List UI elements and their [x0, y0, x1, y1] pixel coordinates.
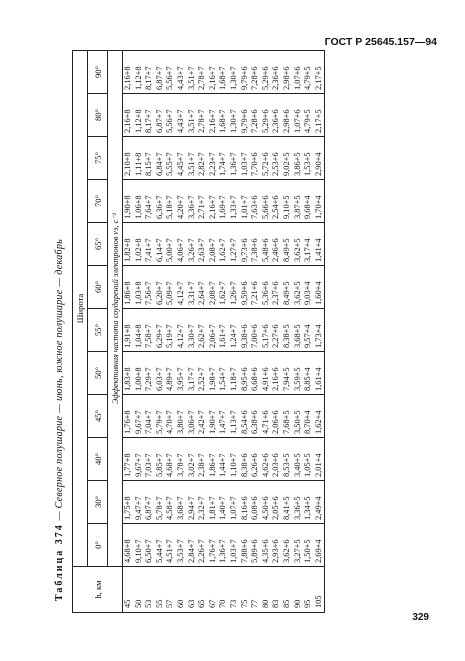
value-cell: 1,62+7 [218, 223, 229, 266]
value-cell: 2,71+7 [197, 180, 208, 223]
value-cell: 3,78+7 [176, 438, 187, 481]
altitude-cell: 80 [261, 567, 272, 613]
value-cell: 2,06+7 [208, 309, 219, 352]
value-cell: 1,03+8 [134, 266, 145, 309]
altitude-cell: 67 [208, 567, 219, 613]
altitude-cell: 75 [240, 567, 251, 613]
value-cell: 2,78+7 [197, 94, 208, 137]
value-cell: 2,17+5 [314, 94, 325, 137]
value-cell: 6,08+6 [250, 481, 261, 524]
value-cell: 1,70+4 [314, 180, 325, 223]
value-cell: 9,02+5 [282, 137, 293, 180]
value-cell: 1,90+7 [208, 395, 219, 438]
table-row [187, 50, 198, 612]
value-cell: 1,86+7 [208, 438, 219, 481]
value-cell: 5,56+7 [165, 50, 176, 93]
value-cell: 2,16+6 [271, 352, 282, 395]
value-cell: 4,43+7 [176, 94, 187, 137]
value-cell: 9,59+6 [240, 266, 251, 309]
altitude-cell: 45 [123, 567, 134, 613]
value-cell: 4,45+7 [176, 137, 187, 180]
altitude-cell: 57 [165, 567, 176, 613]
value-cell: 2,38+7 [197, 438, 208, 481]
value-cell: 1,47+7 [218, 395, 229, 438]
value-cell: 8,54+6 [240, 395, 251, 438]
value-cell: 2,62+7 [197, 309, 208, 352]
value-cell: 3,86+5 [293, 137, 304, 180]
table-row [261, 50, 272, 612]
value-cell: 5,44+7 [155, 524, 166, 567]
value-cell: 7,63+6 [250, 180, 261, 223]
value-cell: 1,06+8 [134, 180, 145, 223]
value-cell: 3,95+7 [176, 352, 187, 395]
altitude-cell: 70 [218, 567, 229, 613]
value-cell: 7,38+6 [250, 223, 261, 266]
value-cell: 1,61+4 [314, 352, 325, 395]
altitude-cell: 63 [187, 567, 198, 613]
value-cell: 9,47+7 [134, 481, 145, 524]
value-cell: 1,02+8 [134, 223, 145, 266]
value-cell: 1,68+7 [218, 94, 229, 137]
value-cell: 7,64+7 [144, 180, 155, 223]
value-cell: 8,49+5 [282, 266, 293, 309]
altitude-cell: 50 [134, 567, 145, 613]
value-cell: 8,17+7 [144, 50, 155, 93]
altitude-cell: 55 [155, 567, 166, 613]
value-cell: 7,28+6 [250, 94, 261, 137]
value-cell: 2,52+7 [197, 352, 208, 395]
value-cell: 1,68+7 [218, 50, 229, 93]
value-cell: 9,67+7 [134, 395, 145, 438]
table-row [197, 50, 208, 612]
value-cell: 7,56+7 [144, 266, 155, 309]
table-row [271, 50, 282, 612]
value-cell: 7,04+7 [144, 395, 155, 438]
data-table [72, 50, 325, 613]
value-cell: 3,36+5 [293, 481, 304, 524]
altitude-cell: 90 [293, 567, 304, 613]
value-cell: 4,68+7 [165, 438, 176, 481]
value-cell: 1,73+4 [314, 309, 325, 352]
latitude-7: 65° [88, 223, 108, 266]
value-cell: 8,15+7 [144, 137, 155, 180]
table-row [123, 50, 134, 612]
table-row [250, 50, 261, 612]
value-cell: 4,51+7 [165, 524, 176, 567]
table-row [303, 50, 314, 612]
value-cell: 2,32+7 [197, 481, 208, 524]
value-cell: 4,68+8 [123, 524, 134, 567]
value-cell: 1,76+8 [123, 395, 134, 438]
value-cell: 3,80+7 [176, 395, 187, 438]
value-cell: 1,91+8 [123, 309, 134, 352]
table-row [229, 50, 240, 612]
value-cell: 1,00+8 [134, 352, 145, 395]
value-cell: 1,53+5 [303, 137, 314, 180]
value-cell: 9,38+6 [240, 309, 251, 352]
value-cell: 8,38+5 [282, 309, 293, 352]
latitude-2: 40° [88, 438, 108, 481]
value-cell: 1,54+7 [218, 352, 229, 395]
value-cell: 1,62+4 [314, 395, 325, 438]
value-cell: 1,26+7 [229, 266, 240, 309]
value-cell: 2,16+7 [208, 94, 219, 137]
value-cell: 2,16+8 [123, 94, 134, 137]
value-cell: 1,01+7 [240, 180, 251, 223]
value-cell: 7,70+6 [250, 137, 261, 180]
value-cell: 3,02+7 [187, 438, 198, 481]
value-cell: 3,06+7 [187, 395, 198, 438]
table-row [218, 50, 229, 612]
value-cell: 2,42+7 [197, 395, 208, 438]
altitude-cell: 83 [271, 567, 282, 613]
table-caption-text: Северное полушарие — июнь, южное полушарие — декабрь [54, 239, 65, 509]
value-cell: 1,36+7 [229, 137, 240, 180]
value-cell: 6,38+6 [250, 395, 261, 438]
value-cell: 8,95+6 [240, 352, 251, 395]
value-cell: 1,69+7 [218, 180, 229, 223]
value-cell: 4,20+7 [176, 180, 187, 223]
value-cell: 8,41+5 [282, 481, 293, 524]
value-cell: 1,76+7 [208, 524, 219, 567]
value-cell: 2,36+6 [271, 50, 282, 93]
table-row [240, 50, 251, 612]
value-cell: 7,94+5 [282, 352, 293, 395]
value-cell: 4,50+6 [261, 481, 272, 524]
value-cell: 1,77+8 [123, 438, 134, 481]
value-cell: 3,31+7 [187, 266, 198, 309]
value-cell: 5,19+7 [165, 309, 176, 352]
value-cell: 5,18+7 [165, 180, 176, 223]
value-cell: 4,35+6 [261, 524, 272, 567]
table-row [176, 50, 187, 612]
value-cell: 2,54+6 [271, 180, 282, 223]
value-cell: 1,24+7 [229, 309, 240, 352]
value-cell: 4,58+7 [165, 481, 176, 524]
value-cell: 2,26+7 [197, 524, 208, 567]
value-cell: 2,63+7 [197, 223, 208, 266]
value-cell: 1,81+7 [208, 481, 219, 524]
value-cell: 9,79+6 [240, 94, 251, 137]
altitude-cell: 105 [314, 567, 325, 613]
value-cell: 3,51+7 [187, 50, 198, 93]
value-cell: 2,08+7 [208, 223, 219, 266]
value-cell: 9,68+4 [303, 180, 314, 223]
value-cell: 1,18+7 [229, 352, 240, 395]
table-row [155, 50, 166, 612]
value-cell: 1,36+7 [218, 524, 229, 567]
value-cell: 6,84+7 [155, 137, 166, 180]
value-cell: 1,12+8 [134, 94, 145, 137]
value-cell: 2,82+7 [197, 137, 208, 180]
value-cell: 8,85+4 [303, 352, 314, 395]
value-cell: 3,40+5 [293, 438, 304, 481]
altitude-cell: 60 [176, 567, 187, 613]
value-cell: 1,30+7 [229, 50, 240, 93]
table-row [144, 50, 155, 612]
value-cell: 5,55+7 [165, 137, 176, 180]
value-cell: 1,60+4 [314, 266, 325, 309]
value-cell: 6,29+7 [155, 309, 166, 352]
value-cell: 5,79+7 [155, 395, 166, 438]
value-cell: 7,58+7 [144, 309, 155, 352]
latitude-10: 80° [88, 94, 108, 137]
altitude-cell: 65 [197, 567, 208, 613]
value-cell: 3,26+7 [187, 223, 198, 266]
value-cell: 3,62+6 [282, 524, 293, 567]
value-cell: 2,37+6 [271, 266, 282, 309]
value-cell: 1,12+8 [134, 50, 145, 93]
value-cell: 3,68+7 [176, 481, 187, 524]
value-cell: 3,68+5 [293, 309, 304, 352]
value-cell: 6,26+6 [250, 438, 261, 481]
value-cell: 1,74+7 [218, 137, 229, 180]
value-cell: 2,03+6 [271, 438, 282, 481]
value-cell: 2,46+6 [271, 223, 282, 266]
value-cell: 3,36+7 [187, 180, 198, 223]
value-cell: 9,67+7 [134, 438, 145, 481]
latitude-4: 50° [88, 352, 108, 395]
value-cell: 1,30+7 [229, 94, 240, 137]
value-cell: 2,16+7 [208, 180, 219, 223]
value-cell: 3,27+5 [293, 524, 304, 567]
gost-header: ГОСТ Р 25645.157—94 [324, 36, 437, 48]
value-cell: 1,11+8 [134, 137, 145, 180]
value-cell: 5,00+7 [165, 223, 176, 266]
value-cell: 6,03+7 [155, 352, 166, 395]
value-cell: 2,53+6 [271, 137, 282, 180]
value-cell: 1,62+7 [218, 266, 229, 309]
value-cell: 5,09+7 [165, 266, 176, 309]
latitude-1: 30° [88, 481, 108, 524]
value-cell: 9,03+4 [303, 266, 314, 309]
value-cell: 9,73+6 [240, 223, 251, 266]
value-cell: 1,90+8 [123, 180, 134, 223]
value-cell: 1,10+7 [229, 438, 240, 481]
value-cell: 2,94+7 [187, 481, 198, 524]
table-row [165, 50, 176, 612]
value-cell: 1,27+7 [229, 223, 240, 266]
value-cell: 5,85+7 [155, 438, 166, 481]
value-cell: 6,50+7 [144, 524, 155, 567]
value-cell: 1,86+8 [123, 266, 134, 309]
value-cell: 1,34+5 [303, 481, 314, 524]
value-cell: 7,03+7 [144, 438, 155, 481]
value-cell: 3,59+5 [293, 352, 304, 395]
value-cell: 2,16+8 [123, 50, 134, 93]
value-cell: 6,14+7 [155, 223, 166, 266]
value-cell: 1,83+8 [123, 352, 134, 395]
value-cell: 3,30+7 [187, 309, 198, 352]
value-cell: 4,79+5 [303, 50, 314, 93]
value-cell: 1,41+4 [314, 223, 325, 266]
value-cell: 6,87+7 [155, 50, 166, 93]
value-cell: 2,69+4 [314, 524, 325, 567]
value-cell: 8,16+6 [240, 481, 251, 524]
value-cell: 8,17+7 [144, 94, 155, 137]
value-cell: 4,70+7 [165, 395, 176, 438]
value-cell: 4,91+6 [261, 352, 272, 395]
latitude-header: Широта [73, 50, 88, 566]
latitude-9: 75° [88, 137, 108, 180]
value-cell: 6,87+7 [155, 94, 166, 137]
value-cell: 1,82+8 [123, 223, 134, 266]
table-row [293, 50, 304, 612]
value-cell: 7,41+7 [144, 223, 155, 266]
value-cell: 3,87+5 [293, 180, 304, 223]
latitude-6: 60° [88, 266, 108, 309]
altitude-cell: 77 [250, 567, 261, 613]
value-cell: 2,90+4 [314, 137, 325, 180]
subheader: Эффективная частота соударений электронов νэ, с⁻¹ [108, 50, 123, 566]
value-cell: 5,36+6 [261, 266, 272, 309]
value-cell: 2,98+6 [282, 50, 293, 93]
value-cell: 7,28+6 [250, 50, 261, 93]
value-cell: 3,62+5 [293, 266, 304, 309]
h-column-header: h, км [73, 567, 123, 613]
latitude-5: 55° [88, 309, 108, 352]
value-cell: 3,17+4 [303, 223, 314, 266]
value-cell: 6,68+6 [250, 352, 261, 395]
value-cell: 5,78+7 [155, 481, 166, 524]
table-caption: Таблица 374 — Северное полушарие — июнь, южное полушарие — декабрь [54, 239, 65, 601]
value-cell: 5,56+7 [165, 94, 176, 137]
value-cell: 1,98+7 [208, 352, 219, 395]
value-cell: 1,44+7 [218, 438, 229, 481]
value-cell: 2,08+7 [208, 266, 219, 309]
value-cell: 3,17+7 [187, 352, 198, 395]
value-cell: 4,89+7 [165, 352, 176, 395]
value-cell: 2,93+6 [271, 524, 282, 567]
altitude-cell: 95 [303, 567, 314, 613]
value-cell: 1,04+8 [134, 309, 145, 352]
value-cell: 1,07+6 [293, 50, 304, 93]
value-cell: 9,10+7 [134, 524, 145, 567]
value-cell: 5,29+6 [261, 94, 272, 137]
value-cell: 2,64+7 [197, 266, 208, 309]
value-cell: 1,13+7 [229, 395, 240, 438]
value-cell: 3,50+5 [293, 395, 304, 438]
value-cell: 2,06+6 [271, 395, 282, 438]
value-cell: 5,66+6 [261, 180, 272, 223]
value-cell: 7,29+7 [144, 352, 155, 395]
page-number: 329 [412, 612, 429, 623]
value-cell: 4,12+7 [176, 309, 187, 352]
value-cell: 1,03+7 [240, 137, 251, 180]
value-cell: 2,17+5 [314, 50, 325, 93]
value-cell: 9,79+6 [240, 50, 251, 93]
table-body [123, 50, 325, 612]
value-cell: 7,88+6 [240, 524, 251, 567]
value-cell: 2,01+4 [314, 438, 325, 481]
value-cell: 2,36+6 [271, 94, 282, 137]
value-cell: 4,06+7 [176, 223, 187, 266]
value-cell: 2,98+6 [282, 94, 293, 137]
value-cell: 7,21+6 [250, 266, 261, 309]
latitude-8: 70° [88, 180, 108, 223]
table-row [314, 50, 325, 612]
value-cell: 8,38+6 [240, 438, 251, 481]
value-cell: 5,72+6 [261, 137, 272, 180]
value-cell: 1,05+5 [303, 438, 314, 481]
value-cell: 3,51+7 [187, 94, 198, 137]
altitude-cell: 85 [282, 567, 293, 613]
value-cell: 3,62+5 [293, 223, 304, 266]
value-cell: 2,84+7 [187, 524, 198, 567]
value-cell: 3,51+7 [187, 137, 198, 180]
value-cell: 1,50+5 [303, 524, 314, 567]
value-cell: 6,20+7 [155, 266, 166, 309]
value-cell: 2,16+7 [208, 50, 219, 93]
value-cell: 1,61+7 [218, 309, 229, 352]
value-cell: 1,33+7 [229, 180, 240, 223]
value-cell: 5,17+6 [261, 309, 272, 352]
value-cell: 2,23+7 [208, 137, 219, 180]
value-cell: 8,70+4 [303, 395, 314, 438]
latitude-3: 45° [88, 395, 108, 438]
value-cell: 3,53+7 [176, 524, 187, 567]
value-cell: 1,40+7 [218, 481, 229, 524]
value-cell: 1,03+7 [229, 524, 240, 567]
value-cell: 5,89+6 [250, 524, 261, 567]
value-cell: 6,36+7 [155, 180, 166, 223]
table-caption-label: Таблица 374 [54, 523, 65, 601]
value-cell: 2,49+4 [314, 481, 325, 524]
value-cell: 1,75+8 [123, 481, 134, 524]
value-cell: 2,05+6 [271, 481, 282, 524]
value-cell: 1,07+6 [293, 94, 304, 137]
value-cell: 9,10+5 [282, 180, 293, 223]
value-cell: 5,29+6 [261, 50, 272, 93]
table-row [208, 50, 219, 612]
value-cell: 2,78+7 [197, 50, 208, 93]
value-cell: 4,62+6 [261, 438, 272, 481]
value-cell: 7,68+5 [282, 395, 293, 438]
latitude-0: 0° [88, 524, 108, 567]
value-cell: 8,53+5 [282, 438, 293, 481]
value-cell: 9,57+4 [303, 309, 314, 352]
altitude-cell: 73 [229, 567, 240, 613]
value-cell: 2,27+6 [271, 309, 282, 352]
table-row [134, 50, 145, 612]
value-cell: 4,71+6 [261, 395, 272, 438]
latitude-11: 90° [88, 50, 108, 93]
value-cell: 5,48+6 [261, 223, 272, 266]
value-cell: 7,00+6 [250, 309, 261, 352]
value-cell: 4,43+7 [176, 50, 187, 93]
value-cell: 2,10+8 [123, 137, 134, 180]
value-cell: 8,49+5 [282, 223, 293, 266]
value-cell: 4,12+7 [176, 266, 187, 309]
table-row [282, 50, 293, 612]
value-cell: 6,87+7 [144, 481, 155, 524]
value-cell: 1,07+7 [229, 481, 240, 524]
altitude-cell: 53 [144, 567, 155, 613]
value-cell: 4,79+5 [303, 94, 314, 137]
table-head [73, 50, 123, 612]
latitude-row [88, 50, 108, 612]
